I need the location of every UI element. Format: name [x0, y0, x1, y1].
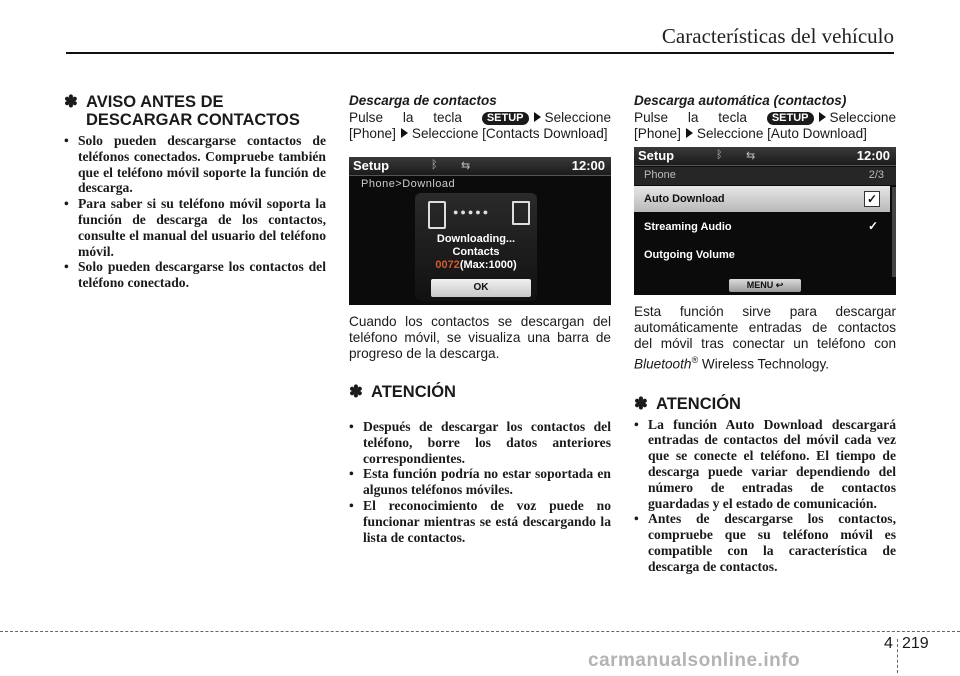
page-number: 219: [902, 635, 929, 652]
menu-button: [729, 279, 801, 292]
auto-download-screen-image: [634, 147, 896, 295]
menu-item-label: Streaming Audio: [644, 221, 732, 233]
bluetooth-icon: ᛒ: [716, 149, 723, 161]
contacts-download-instructions: [349, 110, 611, 142]
setup-key-badge: SETUP: [767, 112, 814, 125]
attention-heading: [349, 383, 611, 401]
column-contacts-download: [349, 93, 611, 545]
arrow-right-icon: [819, 112, 826, 122]
header-rule: [66, 52, 894, 54]
ok-button: OK: [431, 279, 531, 297]
list-item: • Para saber si su teléfono móvil soporta la función de descarga de los contactos, consulte el manual del usuario del teléfono móvil.: [64, 196, 326, 259]
notice-title-line2: DESCARGAR CONTACTOS: [86, 111, 300, 129]
contacts-download-body: Cuando los contactos se descargan del teléfono móvil, se visualiza una barra de progreso de la descarga.: [349, 314, 611, 361]
back-icon: ↩: [775, 280, 784, 290]
arrow-right-icon: [686, 128, 693, 138]
list-item: • Después de descargar los contactos del teléfono, borre los datos anteriores correspondientes.: [349, 419, 611, 466]
arrow-right-icon: [534, 112, 541, 122]
instr-text: Seleccione [Contacts Download]: [411, 126, 608, 141]
asterisk-icon: ✽: [64, 93, 78, 111]
screen-title: Setup: [353, 158, 390, 173]
notice-heading: [64, 93, 326, 129]
contacts-download-subtitle: Descarga de contactos: [349, 93, 497, 108]
notice-title-line1: AVISO ANTES DE: [86, 93, 224, 111]
screen-breadcrumb: Phone>Download: [361, 178, 456, 190]
auto-download-instructions: [634, 110, 896, 142]
instr-text: Pulse la tecla: [634, 110, 747, 125]
menu-item-outgoing-volume: [634, 242, 890, 268]
check-icon: ✓: [867, 219, 879, 233]
registered-mark: ®: [691, 355, 699, 365]
setup-key-badge: SETUP: [482, 112, 529, 125]
screen-clock: 12:00: [856, 148, 890, 163]
bluetooth-brand-text: Bluetooth: [634, 356, 692, 372]
list-item: • Solo pueden descargarse los contactos del teléfono conectado.: [64, 259, 326, 291]
page-header-title: Características del vehículo: [661, 24, 894, 48]
list-item: • El reconocimiento de voz puede no funcionar mientras se está descargando la lista de contactos.: [349, 498, 611, 545]
auto-download-body: [634, 304, 896, 373]
watermark: carmanualsonline.info: [588, 650, 801, 671]
download-count: [415, 259, 537, 271]
notice-list: [64, 133, 326, 291]
attention-heading: [634, 395, 896, 413]
auto-download-subtitle: Descarga automática (contactos): [634, 93, 847, 108]
asterisk-icon: ✽: [349, 383, 363, 401]
screen-clock: 12:00: [571, 158, 605, 173]
auto-download-body-text: Wireless Technology.: [701, 356, 830, 372]
attention-title: ATENCIÓN: [656, 394, 741, 413]
instr-text: Seleccione [Auto Download]: [696, 126, 867, 141]
menu-label: MENU: [746, 280, 774, 290]
page-number-separator: [897, 639, 899, 673]
checkbox-checked-icon: ✓: [864, 191, 880, 207]
attention-list: [634, 417, 896, 575]
instr-text: Pulse la tecla: [349, 110, 462, 125]
menu-item-streaming-audio: [634, 214, 890, 240]
auto-download-body-text: Esta función sirve para descargar automáticamente entradas de contactos del móvil tras conectar un teléfono con: [634, 304, 896, 351]
list-item: • Antes de descargarse los contactos, compruebe que su teléfono móvil es compatible con la característica de descarga de contactos.: [634, 511, 896, 574]
count-value: 0072: [435, 259, 460, 271]
menu-item-label: Outgoing Volume: [644, 249, 735, 261]
chapter-number: 4: [884, 635, 893, 652]
menu-item-auto-download: [634, 186, 890, 212]
screen-page-indicator: 2/3: [868, 169, 884, 181]
arrow-right-icon: [401, 128, 408, 138]
list-item: • Esta función podría no estar soportada en algunos teléfonos móviles.: [349, 466, 611, 498]
screen-title: Setup: [638, 148, 675, 163]
phone-icon: [428, 201, 446, 229]
list-item: • La función Auto Download descargará entradas de contactos del móvil cada vez que se conecte el teléfono. El tiempo de descarga puede variar dependiendo del número de entradas de contactos guardadas y el estado de comunicación.: [634, 417, 896, 512]
contacts-text: Contacts: [452, 246, 500, 258]
bluetooth-icon: ᛒ: [431, 159, 438, 171]
screen-scrollbar: [892, 187, 896, 277]
menu-item-label: Auto Download: [644, 193, 725, 205]
instr-text: Seleccione [Phone]: [349, 110, 612, 141]
attention-list: [349, 419, 611, 545]
count-max: (Max:1000): [459, 259, 517, 271]
footer-rule: [0, 631, 960, 632]
contacts-file-icon: [512, 201, 530, 225]
downloading-text: Downloading...: [436, 233, 516, 245]
screen-section: Phone: [644, 169, 676, 181]
column-auto-download: [634, 93, 896, 575]
attention-title: ATENCIÓN: [371, 383, 456, 401]
instr-text: Seleccione [Phone]: [634, 110, 897, 141]
download-screen-image: [349, 157, 611, 305]
progress-dots-icon: ●●●●●: [453, 207, 491, 217]
column-notice: [64, 93, 326, 291]
usb-icon: ⇆: [746, 150, 756, 162]
asterisk-icon: ✽: [634, 394, 648, 413]
list-item: • Solo pueden descargarse contactos de teléfonos conectados. Compruebe también que el teléfono móvil soporte la función de descarga.: [64, 133, 326, 196]
usb-icon: ⇆: [461, 160, 471, 172]
